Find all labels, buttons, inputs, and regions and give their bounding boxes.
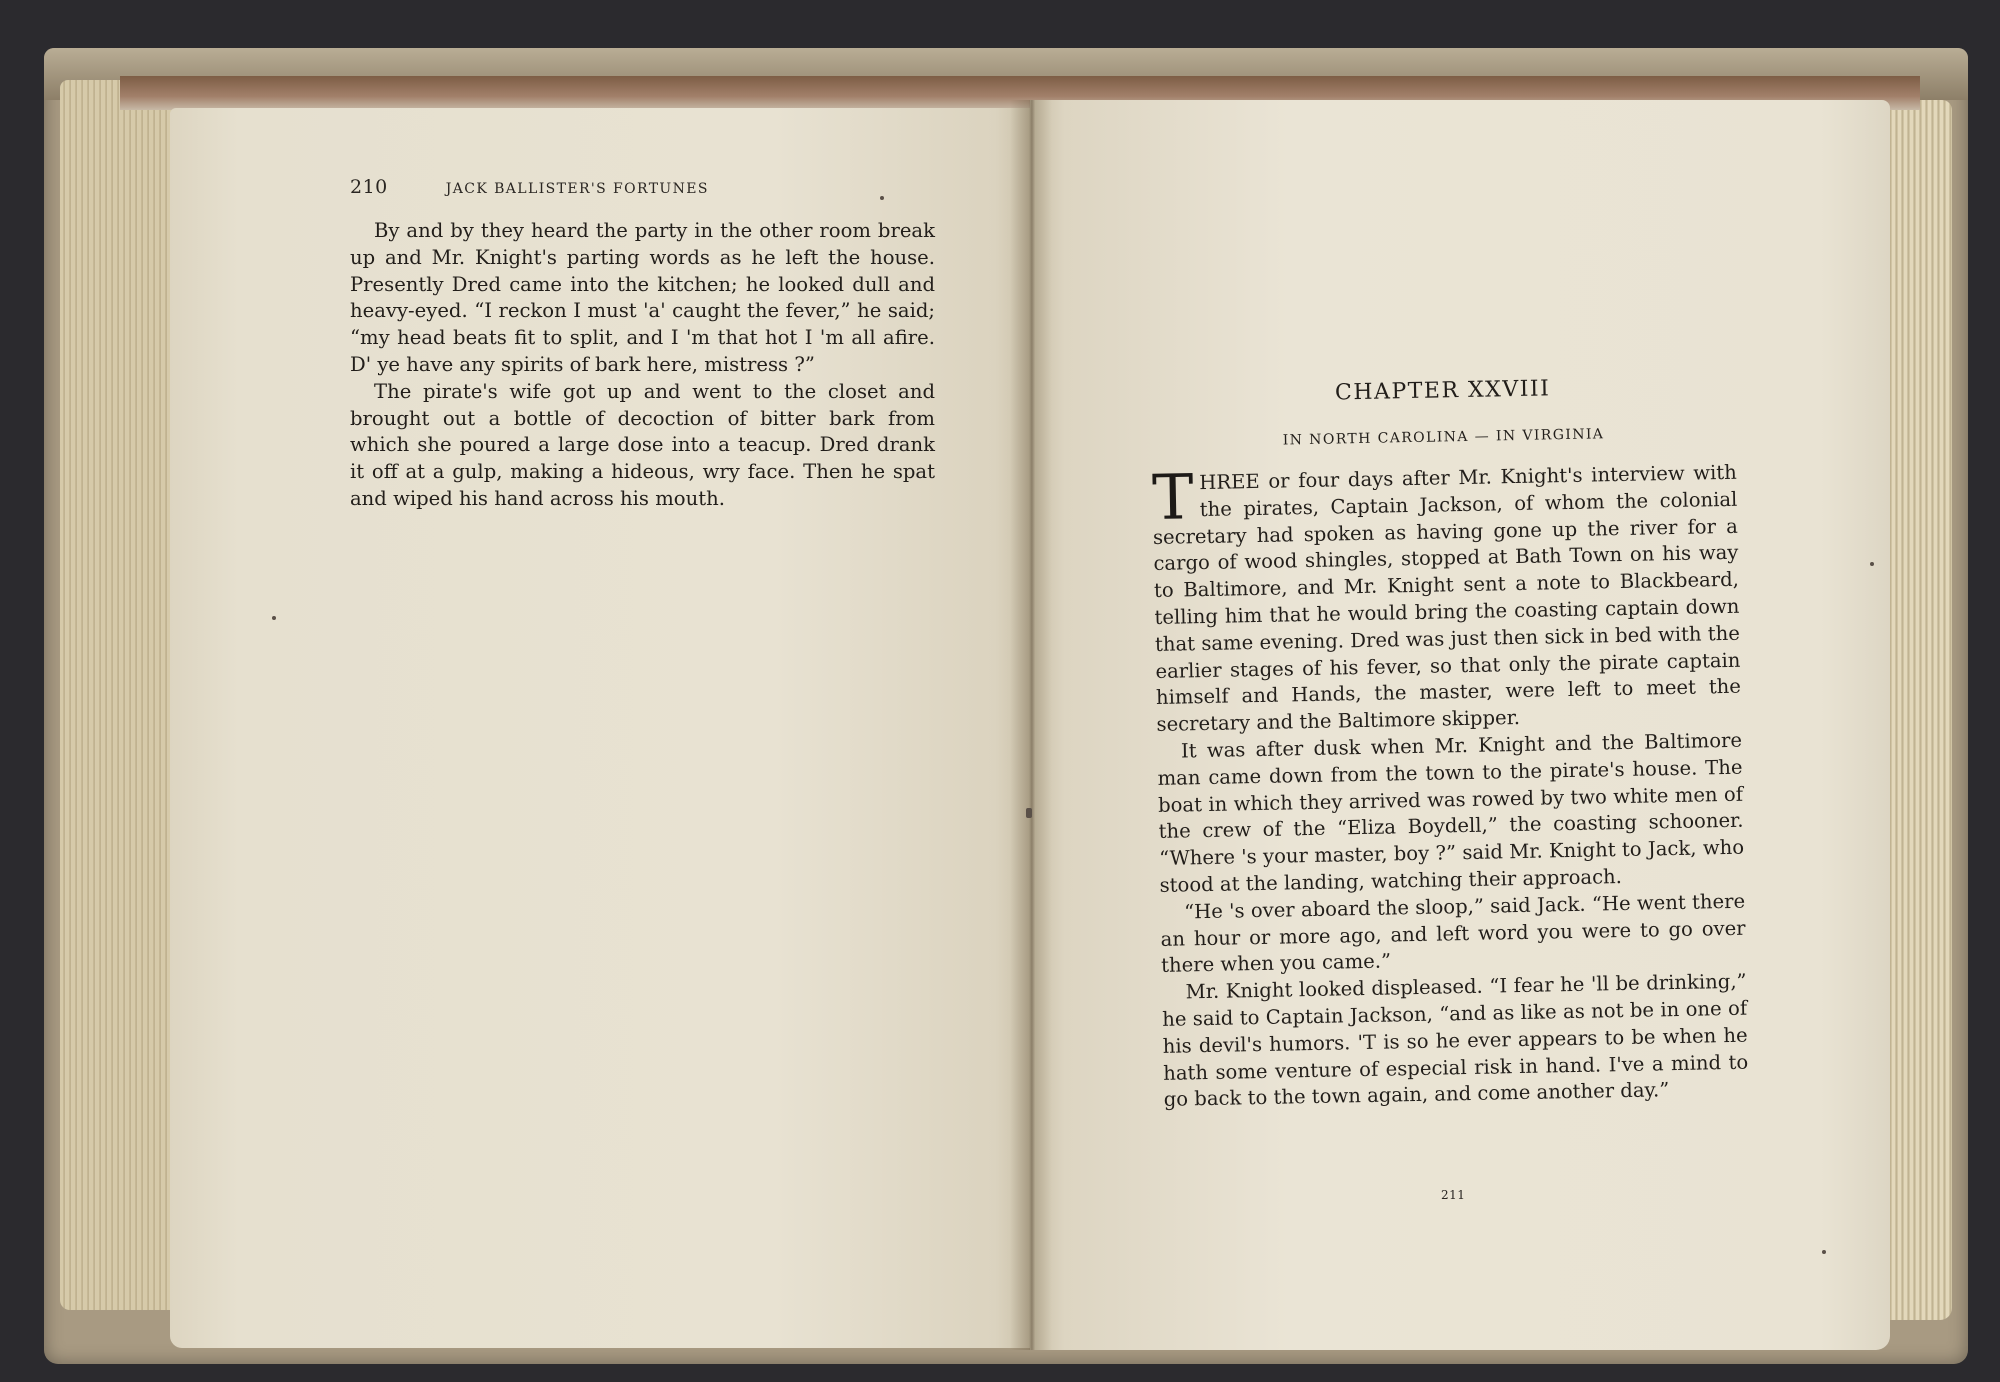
left-page-number: 210 — [350, 176, 388, 198]
left-page-edges — [60, 80, 180, 1310]
paper-speck — [1026, 808, 1032, 818]
paper-speck — [272, 616, 276, 620]
running-head-title: JACK BALLISTER'S FORTUNES — [445, 181, 709, 197]
paper-speck — [1870, 562, 1874, 566]
right-paragraph: Mr. Knight looked displeased. “I fear he 'll be drinking,” he said to Captain Jackson, “and as like as not be in one of his devil's humors. 'T is so he ever appears to be when he hath some venture of especial risk in hand. I've a mind to go back to the town again, and come another day.” — [1161, 969, 1749, 1112]
paper-speck — [1822, 1250, 1826, 1254]
book-gutter — [1010, 100, 1052, 1350]
left-running-head — [350, 176, 790, 198]
right-page-number: 211 — [1441, 1188, 1466, 1202]
left-paragraph: The pirate's wife got up and went to the closet and brought out a bottle of decoction of bitter bark from which she poured a large dose into a teacup. Dred drank it off at a gulp, making a hideous, wry face. Then he spat and wiped his hand across his mouth. — [350, 379, 935, 510]
left-page-body — [350, 218, 935, 513]
right-page-text — [1152, 460, 1749, 1114]
chapter-subtitle: IN NORTH CAROLINA — IN VIRGINIA — [1282, 426, 1605, 449]
left-paragraph: By and by they heard the party in the other room break up and Mr. Knight's parting words as he left the house. Presently Dred came into the kitchen; he looked dull and heavy-eyed. “I reckon I must 'a' caught the fever,” he said; “my head beats fit to split, and I 'm that hot I 'm all afire. D' ye have any spirits of bark here, mistress ?” — [350, 219, 935, 376]
dropcap-letter: T — [1151, 460, 1195, 534]
right-first-paragraph — [1152, 460, 1742, 739]
right-paragraph: “He 's over aboard the sloop,” said Jack. “He went there an hour or more ago, and left word you were to go over there when you came.” — [1160, 889, 1746, 978]
paper-speck — [880, 196, 884, 200]
first-paragraph-text: HREE or four days after Mr. Knight's interview with the pirates, Captain Jackson, of whom the colonial secretary had spoken as having gone up the river for a cargo of wood shingles, stopped at Bath Town on his way to Baltimore, and Mr. Knight sent a note to Blackbeard, telling him that he would bring the coasting captain down that same evening. Dred was just then sick in bed with the earlier stages of his fever, so that only the pirate captain himself and Hands, the master, were left to meet the secretary and the Baltimore skipper. — [1152, 460, 1742, 737]
right-page-edges — [1880, 100, 1952, 1320]
right-paragraph: It was after dusk when Mr. Knight and the Baltimore man came down from the town to the pirate's house. The boat in which they arrived was rowed by two white men of the crew of the “Eliza Boydell,” the coasting schooner. “Where 's your master, boy ?” said Mr. Knight to Jack, who stood at the landing, watching their approach. — [1157, 728, 1745, 897]
chapter-title: CHAPTER XXVIII — [1334, 376, 1551, 406]
right-page-body — [1150, 373, 1749, 1114]
